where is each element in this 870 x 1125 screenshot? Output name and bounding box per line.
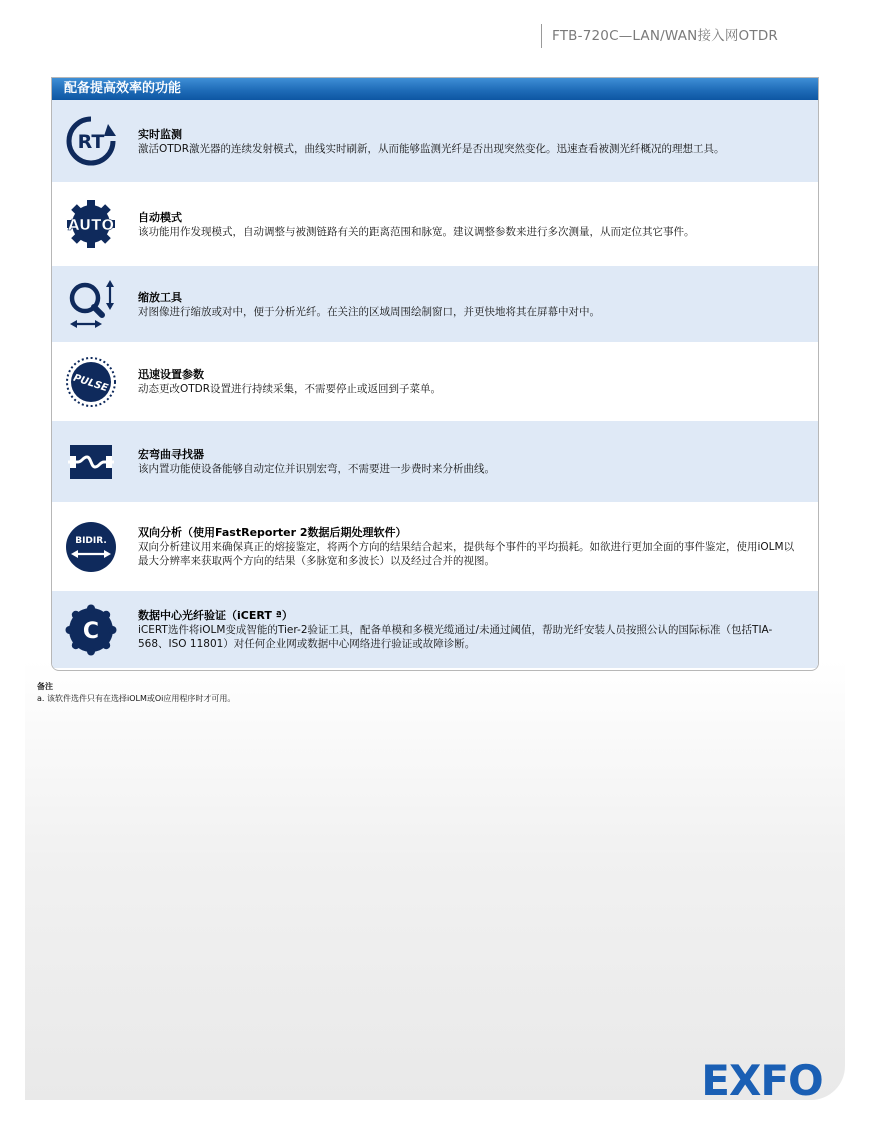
panel-title: 配备提高效率的功能 [52,78,818,100]
footnote-a: a. 该软件选件只有在选择iOLM或Oi应用程序时才可用。 [37,694,236,703]
feature-title: 迅速设置参数 [138,368,204,381]
feature-title: 双向分析（使用FastReporter 2数据后期处理软件） [138,526,407,539]
features-panel [51,77,819,671]
feature-title: 自动模式 [138,210,182,224]
feature-icert [52,591,818,669]
svg-text:RT: RT [77,131,105,153]
feature-description: 该内置功能使设备能够自动定位并识别宏弯，不需要进一步费时来分析曲线。 [138,463,495,475]
icert-icon [64,603,118,657]
feature-description: 双向分析建议用来确保真正的熔接鉴定，将两个方向的结果结合起来，提供每个事件的平均损耗。如欲进行更加全面的事件鉴定，使用iOLM以最大分辨率来获取两个方向的结果（多脉宽和多波长）以及经过合并的视图。 [138,541,795,567]
macrobend-icon [64,435,118,489]
feature-title: 宏弯曲寻找器 [138,448,204,461]
feature-description: 对图像进行缩放或对中，便于分析光纤。在关注的区域周围绘制窗口，并更快地将其在屏幕中对中。 [138,305,600,318]
notes-title: 备注 [37,682,53,691]
bidir-icon [64,520,118,574]
svg-text:AUTO: AUTO [67,216,115,234]
footnotes [37,681,235,705]
svg-text:EXFO: EXFO [701,1057,823,1099]
auto-icon [64,197,118,251]
feature-title: 缩放工具 [138,290,182,304]
feature-description: 激活OTDR激光器的连续发射模式，曲线实时刷新，从而能够监测光纤是否出现突然变化。迅速查看被测光纤概况的理想工具。 [138,142,725,155]
feature-description: 动态更改OTDR设置进行持续采集，不需要停止或返回到子菜单。 [138,383,442,395]
feature-realtime [52,100,818,183]
feature-bidirectional-analysis [52,503,818,591]
feature-macrobend-finder [52,421,818,503]
pulse-icon [64,355,118,409]
feature-title: 数据中心光纤验证（iCERT ª） [138,609,293,622]
exfo-logo [694,1057,830,1099]
rt-icon [64,114,118,168]
zoom-icon [64,277,118,331]
feature-description: iCERT选件将iOLM变成智能的Tier-2验证工具，配备单模和多模光缆通过/未通过阈值，帮助光纤安装人员按照公认的国际标准（包括TIA-568、ISO 11801）对任何企业网或数据中心网络进行验证或故障诊断。 [138,624,773,650]
feature-zoom-tool [52,266,818,343]
document-header-title: FTB-720C—LAN/WAN接入网OTDR [541,24,778,48]
svg-text:BIDIR.: BIDIR. [75,535,107,546]
feature-quick-settings [52,343,818,421]
feature-title: 实时监测 [138,127,182,141]
feature-description: 该功能用作发现模式，自动调整与被测链路有关的距离范围和脉宽。建议调整参数来进行多次测量，从而定位其它事件。 [138,225,695,238]
svg-text:PULSE: PULSE [71,372,110,394]
page-background [25,660,845,1100]
svg-text:C: C [82,618,100,644]
feature-auto-mode [52,183,818,266]
